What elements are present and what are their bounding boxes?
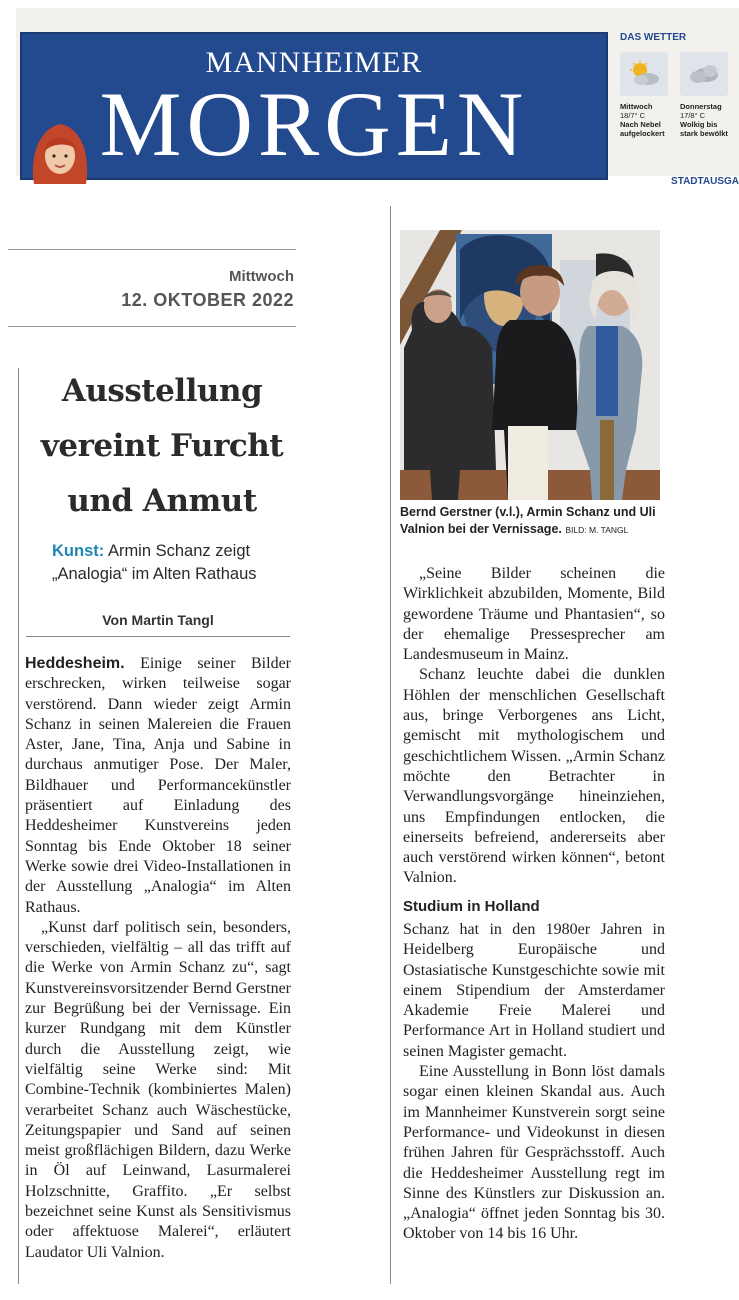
date-day: Mittwoch [229,268,294,285]
article-headline: Ausstellung vereint Furcht und Anmut [40,373,284,519]
lead-place: Heddesheim. [25,655,125,672]
byline: Von Martin Tangl [102,612,214,628]
column-rule-left [18,368,19,1284]
weather-desc: Nach Nebel aufgelockert [620,120,665,138]
avatar [26,112,94,184]
caption-text: Bernd Gerstner (v.l.), Armin Schanz und Uli Valnion bei der Vernissage. [400,505,656,536]
paragraph-4: Schanz leuchte dabei die dunklen Höhlen der menschlichen Gesellschaft aus, bringe Verborgenes ans Licht, gemischt mit mythologischem und geschichtlichem Wissen. „Armin Schanz möchte den Betrachter in Verwandlungsvorgänge hineinziehen, uns Empfindungen entlocken, die einerseits befreiend, andererseits aber auch verstörend wirken können“, betont Valnion. [403,666,665,887]
photo-credit: BILD: M. TANGL [565,525,629,535]
paragraph-1 [25,654,291,918]
article-subhead [52,540,302,586]
paragraph-2: „Kunst darf politisch sein, besonders, verschieden, vielfältig – all das trifft auf die Werke von Armin Schanz zu“, sagt Kunstvereinsvorsitzender Bernd Gerstner zur Begrüßung bei der Vernissage. Ein kurzer Rundgang mit dem Künstler durch die Ausstellung zeigt, wie vielfältig seine Werke sind: Mit Combine-Technik (kombiniertes Malen) verarbeitet Schanz auch Wäschestücke, Zeitungspapier und Sand auf seinen meist großflächigen Bildern, dazu Werke in Öl auf Leinwand, Lasurmalerei Holzschnitte, Graffito. „Er selbst bezeichnet seine Kunst als Sensitivismus oder affektuose Malerei“, erläutert Laudator Uli Valnion. [25,918,291,1261]
subhead-text: Armin Schanz zeigt „Analogia“ im Alten Rathaus [52,542,257,583]
edition-label: STADTAUSGA [671,176,739,187]
weather-box [616,28,739,187]
date-full: 12. OKTOBER 2022 [121,290,294,310]
sun-cloud-icon [620,52,668,96]
column-rule-middle [390,206,391,1284]
weather-temp: 17/8° C [680,111,706,120]
article-photo [400,230,660,500]
newspaper-logo [20,32,608,180]
article-body-column-1 [25,654,291,1263]
weather-day-thursday [680,52,734,162]
weather-desc: Wolkig bis stark bewölkt [680,120,728,138]
article-body-column-2b [403,920,665,1245]
byline-rule [26,636,290,637]
weather-title: DAS WETTER [620,32,687,43]
paragraph-5: Schanz hat in den 1980er Jahren in Heidelberg Europäische und Ostasiatische Kunstgeschichte sowie mit einem Stipendium der Amsterdamer Akademie Freie Malerei und Performance Art in Holland studiert und seinen Magister gemacht. [403,921,665,1060]
weather-day-name: Mittwoch [620,102,653,111]
weather-temp: 18/7° C [620,111,646,120]
logo-line-1: MANNHEIMER [205,46,423,79]
section-heading: Studium in Holland [403,898,540,915]
subhead-kicker: Kunst: [52,542,105,560]
paragraph-3: „Seine Bilder scheinen die Wirklichkeit abzubilden, Momente, Bild gewordene Träume und Phantasien“, so der ehemalige Pressesprecher am Landesmuseum in Mainz. [403,565,665,664]
article-body-column-2 [403,564,665,889]
weather-day-wednesday [620,52,674,162]
paragraph-6: Eine Ausstellung in Bonn löst damals sogar einen kleinen Skandal aus. Auch im Mannheimer Kunstverein sorgt seine Performance- und Videokunst in diesen frühen Jahren für Gesprächsstoff. Auch die Heddesheimer Ausstellung regt im Sinne des Künstlers zur Diskussion an. „Analogia“ öffnet jeden Sonntag bis 30. Oktober von 14 bis 16 Uhr. [403,1063,665,1243]
weather-day-name: Donnerstag [680,102,722,111]
paragraph-1-text: Einige seiner Bilder erschrecken, wirken teilweise sogar verstörend. Dann wieder zeigt Armin Schanz in seinen Malereien die Frauen Aster, Jane, Tina, Anja und Sabine in durchaus anmutiger Pose. Der Maler, Bildhauer und Performancekünstler präsentiert auf Einladung des Heddesheimer Kunstvereins jeden Sonntag bis Ende Oktober 18 seiner Werke sowie drei Video-Installationen in der Ausstellung „Analogia“ im Alten Rathaus. [25,655,291,916]
date-rule-bottom [8,326,296,327]
masthead [16,8,739,187]
date-rule-top [8,249,296,250]
logo-line-2: MORGEN [99,73,529,175]
cloud-icon [680,52,728,96]
photo-caption [400,504,660,539]
